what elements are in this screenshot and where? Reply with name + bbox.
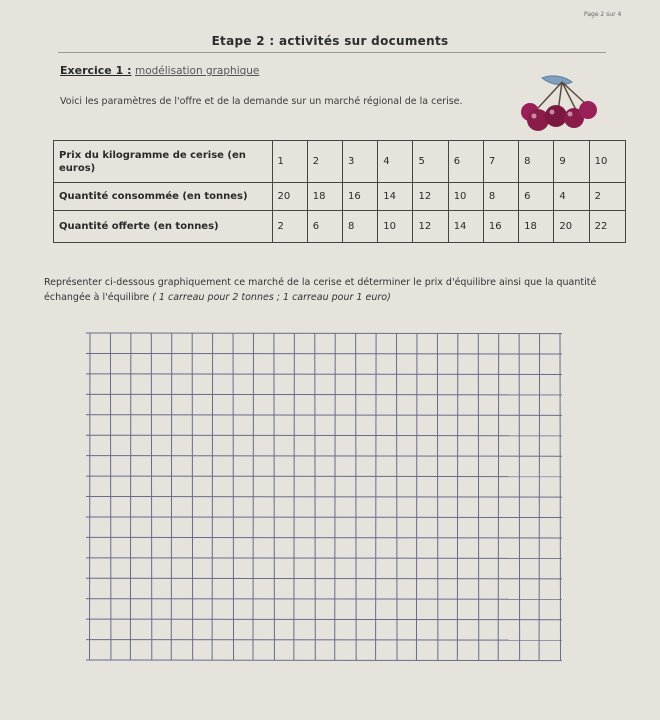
table-cell: 2 [272, 211, 307, 243]
grid-line-vertical [560, 333, 561, 660]
table-cell: 16 [483, 211, 518, 243]
grid-line-horizontal [86, 476, 562, 477]
instruction-main: Représenter ci-dessous graphiquement ce marché de la cerise et déterminer le prix d'équilibre ainsi que la quantité échangée à l'équilibre [44, 277, 597, 303]
price-header: Prix du kilogramme de cerise (en euros) [54, 141, 273, 183]
exercise-label: Exercice 1 : [60, 64, 132, 77]
table-cell: 4 [378, 141, 413, 183]
table-cell: 6 [307, 211, 342, 243]
table-cell: 12 [413, 211, 448, 243]
grid-line-horizontal [86, 558, 562, 559]
table-cell: 7 [483, 141, 518, 183]
grid-line-horizontal [86, 435, 562, 436]
grid-line-horizontal [86, 517, 562, 518]
table-cell: 6 [448, 141, 483, 183]
table-cell: 3 [342, 141, 377, 183]
grid-line-horizontal [86, 497, 562, 498]
table-cell: 2 [589, 183, 625, 211]
page-number: Page 2 sur 4 [584, 11, 622, 18]
table-cell: 20 [554, 211, 589, 243]
grid-line-horizontal [86, 578, 562, 579]
exercise-subtitle: modélisation graphique [134, 65, 260, 77]
grid-line-horizontal [86, 333, 562, 334]
grid-line-horizontal [86, 619, 562, 620]
table-cell: 20 [272, 183, 307, 211]
table-cell: 10 [378, 211, 413, 243]
demand-header: Quantité consommée (en tonnes) [54, 183, 273, 211]
grid-line-vertical [498, 333, 499, 660]
table-cell: 12 [413, 183, 448, 211]
instruction-text [44, 275, 644, 305]
table-cell: 10 [589, 141, 625, 183]
table-row-demand [54, 183, 626, 211]
table-cell: 1 [272, 141, 307, 183]
grid-line-horizontal [86, 660, 562, 661]
table-row-supply [54, 211, 626, 243]
table-cell: 6 [519, 183, 554, 211]
table-cell: 14 [378, 183, 413, 211]
table-cell: 18 [307, 183, 342, 211]
table-row-price [54, 141, 626, 183]
instruction-scale: ( 1 carreau pour 2 tonnes ; 1 carreau pour 1 euro) [152, 292, 391, 303]
table-cell: 8 [519, 141, 554, 183]
table-cell: 4 [554, 183, 589, 211]
title-divider [58, 52, 606, 53]
grid-line-vertical [539, 333, 540, 660]
page-title: Etape 2 : activités sur documents [211, 34, 449, 48]
table-cell: 2 [307, 141, 342, 183]
market-table [53, 140, 626, 243]
grid-line-horizontal [86, 640, 562, 641]
table-cell: 8 [342, 211, 377, 243]
grid-line-horizontal [86, 599, 562, 600]
grid-line-horizontal [86, 537, 562, 538]
grid-line-horizontal [86, 374, 562, 375]
exercise-heading [60, 64, 259, 77]
table-cell: 10 [448, 183, 483, 211]
grid-line-horizontal [86, 456, 562, 457]
table-cell: 16 [342, 183, 377, 211]
grid-line-horizontal [86, 415, 562, 416]
cherry-illustration [512, 72, 600, 140]
graph-paper-grid [0, 325, 660, 665]
table-cell: 9 [554, 141, 589, 183]
supply-header: Quantité offerte (en tonnes) [54, 211, 273, 243]
grid-line-horizontal [86, 394, 562, 395]
table-cell: 18 [519, 211, 554, 243]
table-cell: 22 [589, 211, 625, 243]
grid-line-horizontal [86, 353, 562, 354]
intro-text: Voici les paramètres de l'offre et de la demande sur un marché régional de la cerise. [60, 96, 463, 107]
table-cell: 8 [483, 183, 518, 211]
table-cell: 14 [448, 211, 483, 243]
table-cell: 5 [413, 141, 448, 183]
grid-line-vertical [519, 333, 520, 660]
